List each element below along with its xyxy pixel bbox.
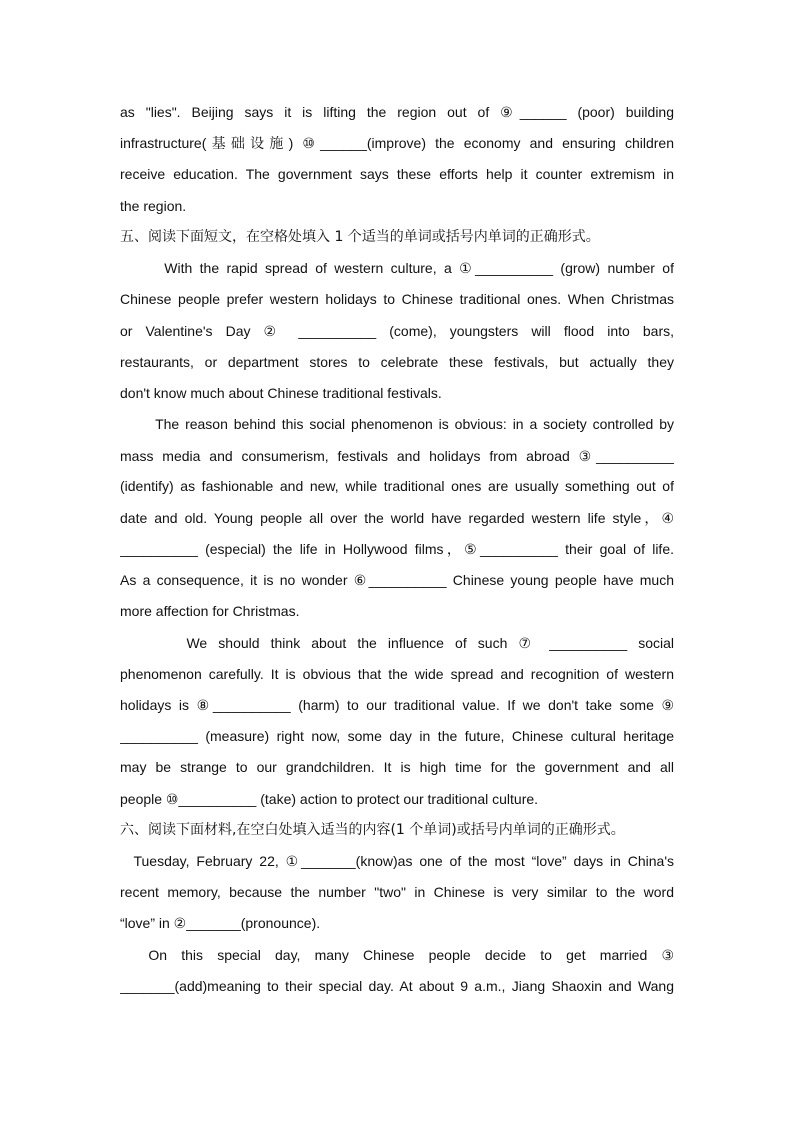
section-heading: 六、阅读下面材料,在空白处填入适当的内容(1 个单词)或括号内单词的正确形式。	[120, 822, 625, 838]
text-line: as "lies". Beijing says it is lifting the region out of ⑨______ (poor) building	[120, 104, 674, 120]
text-line: mass media and consumerism, festivals and holidays from abroad ③__________	[120, 448, 674, 464]
text-line: On this special day, many Chinese people decide to get married ③	[120, 947, 674, 963]
text-line: don't know much about Chinese traditional festivals.	[120, 385, 442, 401]
text-line: or Valentine's Day ② __________ (come), youngsters will flood into bars,	[120, 323, 674, 339]
text-line: more affection for Christmas.	[120, 603, 300, 619]
text-line: date and old. Young people all over the world have regarded western life style，④	[120, 510, 674, 526]
text-line: Chinese people prefer western holidays to Chinese traditional ones. When Christmas	[120, 291, 674, 307]
text-line: restaurants, or department stores to celebrate these festivals, but actually they	[120, 354, 674, 370]
text-line: recent memory, because the number "two" in Chinese is very similar to the word	[120, 884, 674, 900]
text-line: infrastructure(基础设施) ⑩______(improve) the economy and ensuring children	[120, 135, 674, 151]
text-line: We should think about the influence of such ⑦ __________ social	[120, 635, 674, 651]
text-line: __________ (measure) right now, some day in the future, Chinese cultural heritage	[120, 728, 674, 744]
text-line: Tuesday, February 22, ①_______(know)as one of the most “love” days in China's	[120, 853, 674, 869]
section-heading: 五、阅读下面短文，在空格处填入 1 个适当的单词或括号内单词的正确形式。	[120, 229, 600, 245]
text-line: _______(add)meaning to their special day. At about 9 a.m., Jiang Shaoxin and Wang	[120, 978, 674, 994]
text-line: __________ (especial) the life in Hollywood films，⑤__________ their goal of life.	[120, 541, 674, 557]
text-line: (identify) as fashionable and new, while traditional ones are usually something out of	[120, 478, 674, 494]
text-line: With the rapid spread of western culture, a ①__________ (grow) number of	[120, 260, 674, 276]
text-line: “love” in ②_______(pronounce).	[120, 915, 321, 931]
text-line: holidays is ⑧__________ (harm) to our traditional value. If we don't take some ⑨	[120, 697, 674, 713]
text-line: people ⑩__________ (take) action to protect our traditional culture.	[120, 791, 539, 807]
text-line: The reason behind this social phenomenon is obvious: in a society controlled by	[120, 416, 674, 432]
text-line: receive education. The government says these efforts help it counter extremism in	[120, 166, 674, 182]
text-line: As a consequence, it is no wonder ⑥__________ Chinese young people have much	[120, 572, 674, 588]
text-line: may be strange to our grandchildren. It is high time for the government and all	[120, 759, 674, 775]
text-line: phenomenon carefully. It is obvious that the wide spread and recognition of western	[120, 666, 674, 682]
text-line: the region.	[120, 198, 187, 214]
